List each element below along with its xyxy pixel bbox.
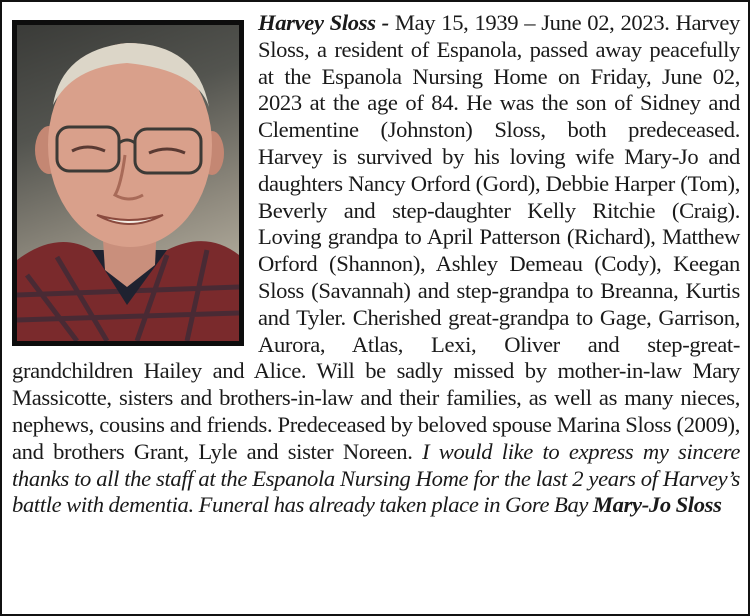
life-dates: May 15, 1939 – June 02, 2023.	[388, 10, 670, 35]
deceased-name: Harvey Sloss -	[258, 10, 389, 35]
portrait-photo	[12, 20, 244, 346]
obituary-body: Harvey Sloss, a resident of Espanola, passed away peacefully at the Espanola Nursing Home on Friday, June 02, 2023 at the age of 84. He was the son of Sidney and Clementine (Johnston) Sloss, both predeceased. Harvey is survived by his loving wife Mary-Jo and daughters Nancy Orford (Gord), Debbie Harper (Tom), Beverly and step-daughter Kelly Ritchie (Craig). Loving grandpa to April Patterson (Richard), Matthew Orford (Shannon), Ashley Demeau (Cody), Keegan Sloss (Savannah) and step-grandpa to Breanna, Kurtis and Tyler. Cherished great-grandpa to Gage, Garrison, Aurora, Atlas, Lexi, Oliver and step-great-grandchildren Hailey and Alice. Will be sadly missed by mother-in-law Mary Massicotte, sisters and brothers-in-law and their families, as well as many nieces, nephews, cousins and friends. Predeceased by beloved spouse Marina Sloss (2009), and brothers Grant, Lyle and sister Noreen.	[12, 10, 740, 464]
thanks-message: I would like to express my sincere thanks to all the staff at the Espanola Nursing Home for the last 2 years of Harvey’s battle with dementia. Funeral has already taken place in Gore Bay	[12, 438, 741, 518]
portrait-illustration	[17, 25, 239, 341]
signature: Mary-Jo Sloss	[592, 492, 722, 518]
